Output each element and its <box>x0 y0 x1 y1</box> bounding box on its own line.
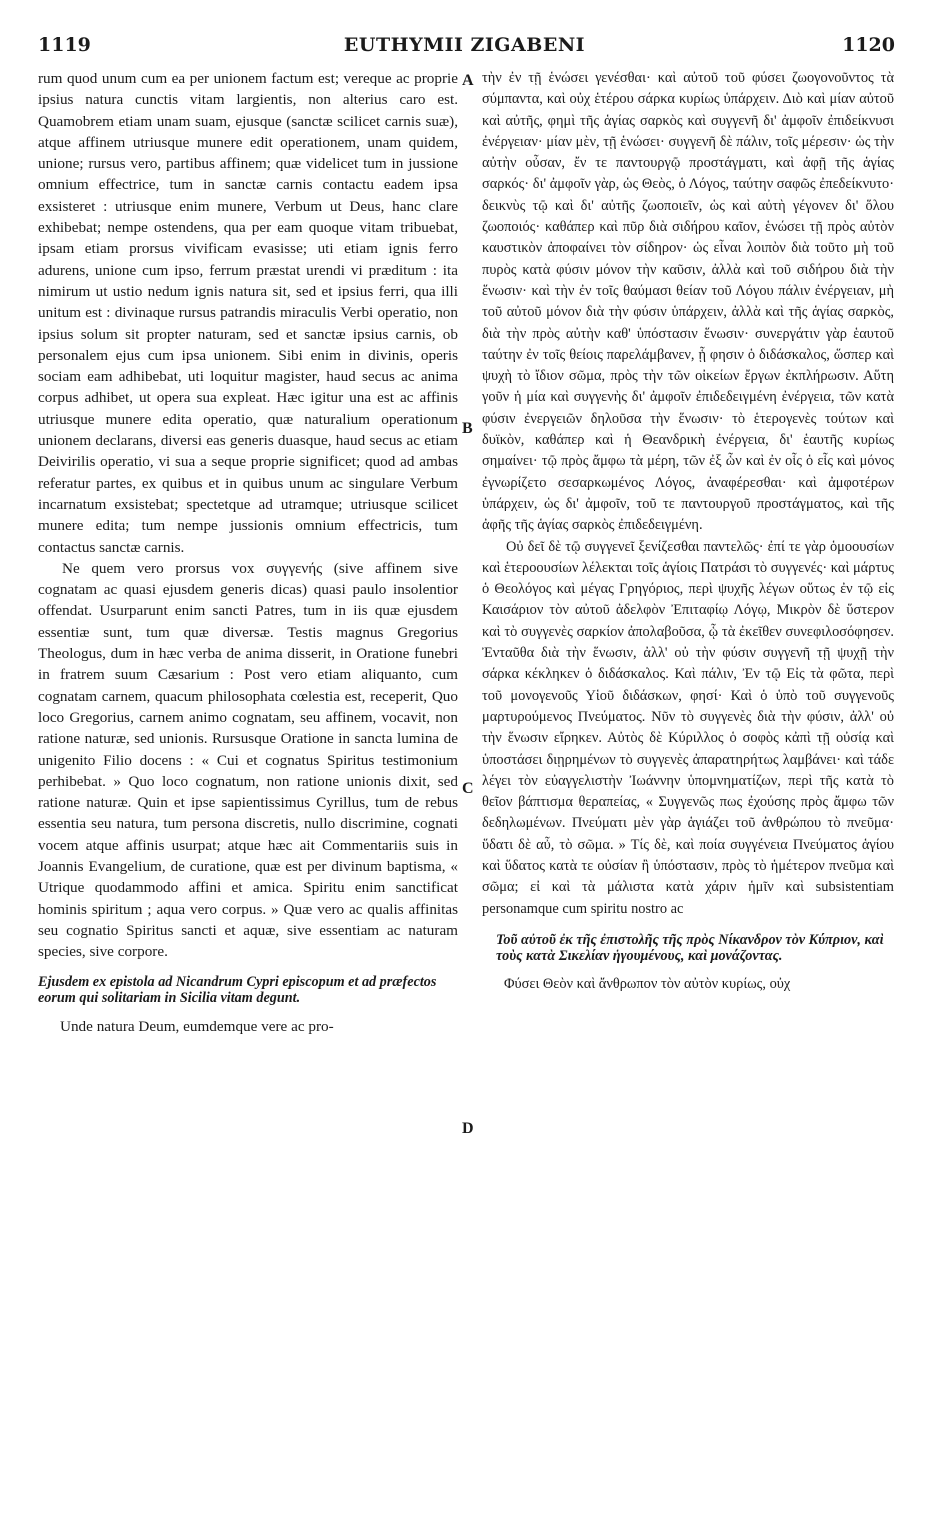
margin-letter-c: C <box>462 780 474 797</box>
latin-column <box>38 68 458 1038</box>
greek-paragraph-2: Οὐ δεῖ δὲ τῷ συγγενεῖ ξενίζεσθαι παντελῶς· ἐπί τε γὰρ ὁμοουσίων καὶ ἑτεροουσίων λέλεκται τοῖς ἁγίοις Πατράσι τὸ συγγενές· καὶ μάρτυς ὁ Θεολόγος καὶ μέγας Γρηγόριος, περὶ ψυχῆς λέγων οὕτως ἐν τῷ εἰς Καισάριον τὸν αὐτοῦ ἀδελφὸν Ἐπιταφίῳ Λόγῳ, Μικρὸν δὲ ὕστερον καὶ τὸ συγγενὲς σαρκίον ἀπολαβοῦσα, ᾧ τὰ ἐκεῖθεν συνεφιλοσόφησεν. Ἐνταῦθα διὰ τὴν ἕνωσιν, ἀλλ' οὐ τὴν φύσιν συγγενῆ τῇ ψυχῇ τὴν σάρκα κέκληκεν ὁ διδάσκαλος. Καὶ πάλιν, Ἐν τῷ Εἰς τὰ φῶτα, περὶ τοῦ μονογενοῦς Υἱοῦ διδάσκων, φησί· Καὶ ὁ ὑπὸ τοῦ συγγενοῦς μαρτυρούμενος Πνεύματος. Νῦν τὸ συγγενὲς διὰ τὴν φύσιν, ἀλλ' οὐ τὴν ἕνωσιν εἴρηκεν. Αὐτὸς δὲ Κύριλλος ὁ σοφὸς κἀπὶ τῇ οὐσίᾳ καὶ ὑποστάσει διῃρημένων τὸ συγγενὲς ἀπαρατηρήτως λαμβάνει· καὶ τάδε λέγει τὸν εὐαγγελιστὴν Ἰωάννην ὑπομνηματίζων, περὶ τῆς κατὰ τὸ θεῖον βάπτισμα θεραπείας, « Συγγενῶς πως ἐχούσης πρὸς ἄμφω τῶν δεδηλωμένων. Πνεύματι μὲν γὰρ ἁγιάζει τοῦ ἀνθρώπου τὸ πνεῦμα· ὕδατι δὲ αὖ, τὸ σῶμα. » Τίς δὲ, καὶ ποία συγγένεια Πνεύματος ἁγίου καὶ ὕδατος κατὰ τε οὐσίαν ἢ ὑπόστασιν, πρὸς τὸ ἡμέτερον πνεῦμα καὶ σῶμα; εἰ καὶ τὰ μάλιστα κατὰ χάριν ἡμῖν καὶ subsistentiam personamque cum spiritu nostro ac <box>482 538 894 917</box>
greek-paragraph-1: τὴν ἐν τῇ ἑνώσει γενέσθαι· καὶ αὐτοῦ τοῦ φύσει ζωογονοῦντος τὰ σύμπαντα, καὶ οὐχ ἑτέρου σάρκα κυρίως ὑπάρχειν. Διὸ καὶ μίαν αὐτοῦ καὶ αὐτῆς, φημὶ τῆς ἁγίας σαρκὸς καὶ συγγενῆ δι' ἀμφοῖν ἐπιδείκνυσι ἐνέργειαν· μίαν μὲν, τῇ ἑνώσει· συγγενῆ δὲ πάλιν, τοῖς μέρεσιν· ὡς τὴν αὐτὴν οὖσαν, ἔν τε παντουργῷ προστάγματι, καὶ ἀφῇ τῆς ἁγίας σαρκός· δι' ἀμφοῖν γὰρ, ὡς Θεὸς, ὁ Λόγος, ταύτην σαφῶς ἐπεδείκνυτο· δεικνὺς τῷ καὶ δι' αὐτῆς ζωοποιεῖν, ὡς καὶ αὐτὴ γέγονεν δι' ὅλου ζωοποιός· καθάπερ καὶ πῦρ διὰ σιδήρου καῖον, ἑνώσει τῇ πρὸς αὐτὸν καυστικὸν ἀποφαίνει τὸν σίδηρον· ὡς εἶναι λοιπὸν διὰ τοῦτο μὴ τοῦ πυρὸς κατὰ φύσιν μόνον τὴν καῦσιν, ἀλλὰ καὶ τοῦ σιδήρου διὰ τὴν ἕνωσιν· καὶ τὴν ἐν τοῖς θαύμασι θείαν τοῦ Λόγου πάλιν ἐνέργειαν, μὴ τοῦ αὐτοῦ μόνον διὰ τὴν φύσιν ὑπάρχειν, ἀλλὰ καὶ τῆς ἁγίας σαρκὸς, διὰ τὴν πρὸς αὐτὴν καθ' ὑπόστασιν ἕνωσιν· συνεργάτιν γὰρ ἑαυτοῦ ταύτην ἐν τοῖς θείοις παρελάμβανεν, ᾗ φησιν ὁ διδάσκαλος, ὥσπερ καὶ ψυχὴ τὸ ἴδιον σῶμα, πρὸς τὴν τῶν οἰκείων ἔργων ἐκπλήρωσιν. Αὕτη γοῦν ἡ μία καὶ συγγενὴς δι' ἀμφοῖν ἐπιδεδειγμένη ἐνέργεια, τῶν κατὰ φύσιν ἐνεργειῶν δηλοῦσα τὴν ἕνωσιν· τὸ ἑτερογενὲς τούτων καὶ δυϊκὸν, καθάπερ καὶ ἡ Θεανδρικὴ ἐνέργεια, δι' ἑαυτῆς κυρίως σημαίνει· τῷ πρὸς ἄμφω τὰ μέρη, τῶν ἐξ ὧν καὶ ἐν οἷς ὁ εἷς καὶ μόνος ἐγνωρίζετο σεσαρκωμένος Λόγος, ἀναφέρεσθαι· καὶ ἀμφοτέρων ὑπάρχειν, ὡς δι' ἀμφοῖν, τοῦ τε παντουργοῦ προστάγματος, καὶ τῆς ἀφῆς τῆς ἁγίας σαρκὸς ἐπιδεδειγμένη. <box>482 70 894 534</box>
page-number-left: 1119 <box>38 34 91 56</box>
margin-letter-a: A <box>462 72 474 89</box>
latin-paragraph-1: rum quod unum cum ea per unionem factum est; vereque ac proprie ipsius natura cunctis vitam largientis, non alterius caro est. Quamobrem etiam unam suam, ejusque (sanctæ scilicet carnis suæ), atque affinem utriusque munere edit operationem, unam quidem, unione; rursus vero, partibus affinem; quæ videlicet tum in jussione omnium effectrice, tum in sanctæ carnis contactu eadem ipsa exsisteret : utriusque enim munere, Verbum ut Deus, hanc clare exhibebat; nempe ostendens, qua per eam quoque vitam tribuebat, ipsam etiam prorsus vivificam evasisse; uti etiam ignis ferro adurens, unione cum ipso, ferrum præstat urendi vi præditum : ita nimirum ut ustio nedum ignis natura sit, sed et ipsius ferri, qua illi unitum est : divinaque rursus patrandis miraculis Verbi operatio, non ipsius solum sit propter naturam, sed et sanctæ ipsius carnis, ob personalem ejus cum ipsa unionem. Sibi enim in divinis, operis sociam eam adhibebat, uti loquitur magister, haud secus ac anima corpus adhibet, ut opera sua expleat. Hæc igitur una est ac affinis utriusque munere edita operatio, quæ naturalium operationum unionem declarans, diversi eas generis duasque, haud secus ac etiam Deivirilis operatio, vi sua a seque proprie significet; quod ad ambas referatur partes, ex quibus et in quibus unum ac singulare Verbum incarnatum exsistebat; spectetque ad utramque; utriusque scilicet munere edita; tum nempe jussionis omnium effectricis, tum contactus sanctæ carnis. <box>38 70 458 556</box>
greek-column <box>482 68 894 995</box>
margin-letter-b: B <box>462 420 473 437</box>
page-header <box>0 34 929 64</box>
latin-paragraph-3: Unde natura Deum, eumdemque vere ac pro- <box>60 1018 334 1036</box>
margin-letter-d: D <box>462 1120 474 1137</box>
page-number-right: 1120 <box>842 34 895 56</box>
greek-paragraph-3: Φύσει Θεὸν καὶ ἄνθρωπον τὸν αὐτὸν κυρίως, οὐχ <box>504 975 791 992</box>
latin-paragraph-2: Ne quem vero prorsus vox συγγενής (sive affinem sive cognatam ac quasi ejusdem generis dicas) quasi paulo insolentior offendat. Usurparunt enim sancti Patres, tum in iis quæ ejusdem essentiæ sunt, tum quæ diversæ. Testis magnus Gregorius Theologus, dum in hæc verba de anima disserit, in Oratione funebri in fratrem suum Cæsarium : Post vero etiam aliquanto, cum cognatam carnem, quacum philosophata cœlestia est, receperit, Quo loco Gregorius, carnem animo cognatam, seu affinem, vocavit, non ratione naturæ, sed unionis. Rursusque Oratione in sancta lumina de unigenito Filio docens : « Cui et cognatus Spiritus testimonium perhibebat. » Quo loco cognatum, non ratione unionis dixit, sed ratione naturæ. Quin et ipse sapientissimus Cyrillus, tum de rebus essentia seu natura, tum persona discretis, nullo discrimine, cognati vocem atque affinis usurpat; atque hæc ait Commentariis suis in Joannis Evangelium, de curatione, quæ est per divinum baptisma, « Utrique quodammodo affini et amica. Spiritu enim sanctificat hominis spiritum ; aqua vero corpus. » Quæ vero ac qualis affinitas seu cognatio Spiritus sancti et aquæ, sive essentiam ac naturam species, sive corpore. <box>38 559 458 961</box>
greek-section-heading: Τοῦ αὐτοῦ ἐκ τῆς ἐπιστολῆς τῆς πρὸς Νίκανδρον τὸν Κύπριον, καὶ τοὺς κατὰ Σικελίαν ἡγουμένους, καὶ μονάζοντας. <box>496 931 884 964</box>
running-title: EUTHYMII ZIGABENI <box>343 34 586 56</box>
latin-section-heading: Ejusdem ex epistola ad Nicandrum Cypri episcopum et ad præfectos eorum qui solitariam in Sicilia vitam degunt. <box>38 974 437 1007</box>
